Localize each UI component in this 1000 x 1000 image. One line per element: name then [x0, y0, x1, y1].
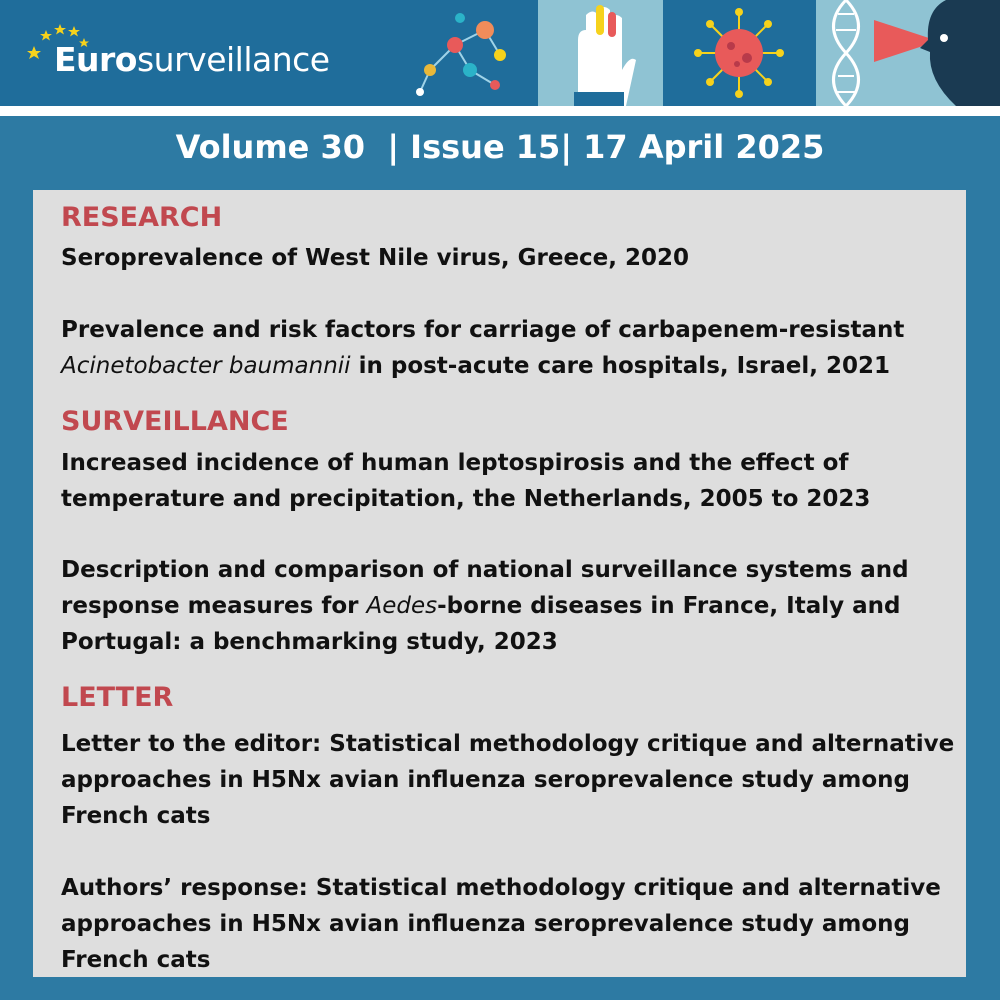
hand-illustration-icon — [538, 0, 663, 106]
header-divider — [0, 106, 1000, 116]
article-title[interactable]: Seroprevalence of West Nile virus, Greece, 2020 — [61, 245, 690, 271]
table-of-contents — [33, 190, 966, 977]
section-label-surveillance: SURVEILLANCE — [61, 406, 289, 437]
issue-info: Volume 30 | Issue 15| 17 April 2025 — [175, 128, 825, 166]
header-banner — [0, 0, 1000, 106]
article-title[interactable]: Prevalence and risk factors for carriage of carbapenem-resistant Acinetobacter baumannii in post-acute care hospitals, Israel, 2021 — [61, 317, 905, 379]
virus-illustration-icon — [667, 0, 812, 106]
section-label-research: RESEARCH — [61, 202, 223, 233]
section-label-letter: LETTER — [61, 682, 174, 713]
article-title[interactable]: Authors’ response: Statistical methodology critique and alternative approaches in H5Nx avian influenza seroprevalence study among French cats — [61, 875, 941, 973]
article-title[interactable]: Letter to the editor: Statistical methodology critique and alternative approaches in H5Nx avian influenza seroprevalence study among French cats — [61, 731, 955, 829]
article-title[interactable]: Description and comparison of national surveillance systems and response measures for Aedes-borne diseases in France, Italy and Portugal: a benchmarking study, 2023 — [61, 557, 909, 655]
eurosurveillance-logo: Eurosurveillance — [54, 40, 330, 79]
network-illustration-icon — [400, 0, 530, 106]
dna-face-illustration-icon — [816, 0, 1000, 106]
article-title[interactable]: Increased incidence of human leptospirosis and the effect of temperature and precipitation, the Netherlands, 2005 to 2023 — [61, 450, 871, 512]
